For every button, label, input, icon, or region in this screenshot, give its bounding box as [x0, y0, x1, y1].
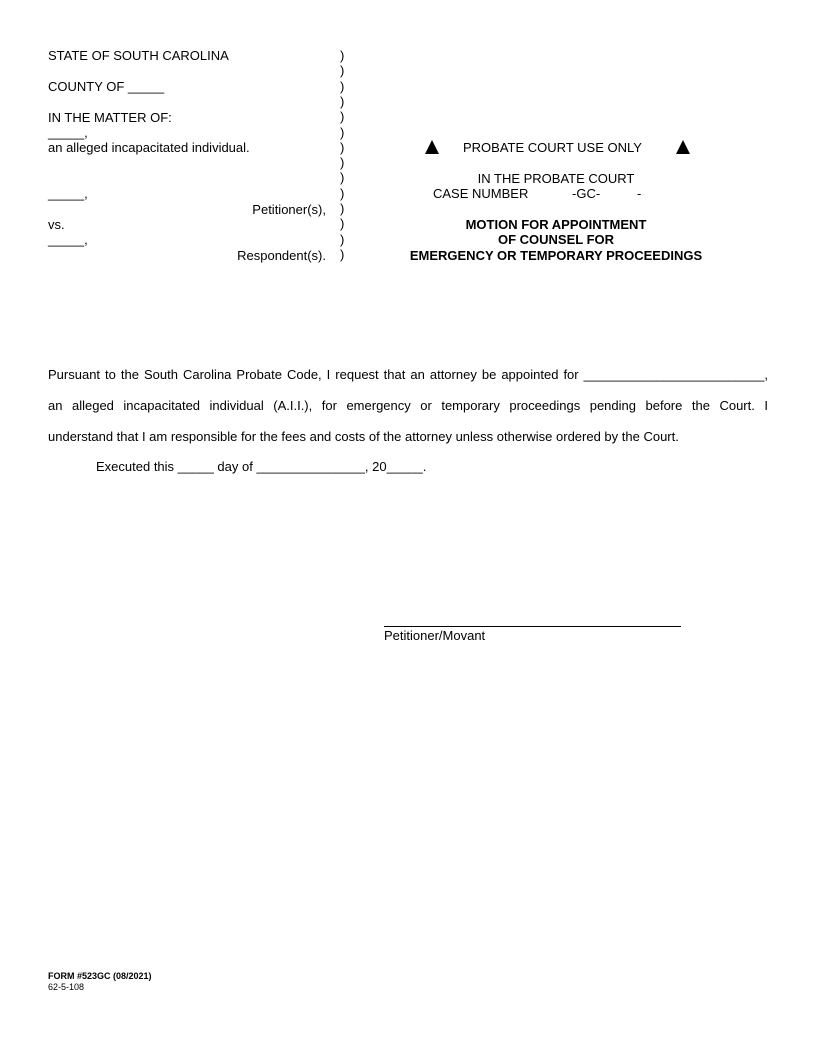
vs-label: vs. — [48, 217, 65, 232]
respondent-name-blank: _____, — [48, 232, 88, 247]
paren: ) — [340, 155, 345, 171]
paren: ) — [340, 201, 345, 216]
paren: ) — [340, 139, 345, 155]
county-label: COUNTY OF _____ — [48, 79, 165, 94]
motion-title-line3: EMERGENCY OR TEMPORARY PROCEEDINGS — [409, 248, 703, 263]
case-number-code: -GC- — [572, 186, 601, 201]
state-label: STATE OF SOUTH CAROLINA — [48, 48, 229, 63]
body-line-2: an alleged incapacitated individual (A.I.I.), for emergency or temporary proceedings pending before the Court. I — [48, 398, 768, 413]
paren: ) — [340, 185, 345, 201]
paren: ) — [340, 93, 345, 109]
signature-label: Petitioner/Movant — [384, 628, 486, 643]
petitioner-name-blank: _____, — [48, 186, 88, 201]
motion-title-line2: OF COUNSEL FOR — [497, 232, 615, 247]
case-number-dash: - — [637, 186, 642, 201]
paren: ) — [340, 124, 345, 140]
case-number-label: CASE NUMBER — [433, 186, 529, 201]
paren: ) — [340, 231, 345, 247]
respondent-label: Respondent(s). — [237, 248, 326, 263]
paren: ) — [340, 63, 345, 79]
signature-line — [384, 626, 681, 627]
paren: ) — [340, 246, 345, 262]
matter-label: IN THE MATTER OF: — [48, 110, 172, 125]
aii-description: an alleged incapacitated individual. — [48, 140, 250, 155]
petitioner-label: Petitioner(s), — [252, 202, 326, 217]
paren: ) — [340, 109, 345, 125]
triangle-up-icon-right — [676, 140, 690, 156]
statute-reference: 62-5-108 — [48, 982, 85, 992]
paren: ) — [340, 78, 345, 94]
executed-line: Executed this _____ day of _______________, 20_____. — [96, 459, 427, 474]
court-name: IN THE PROBATE COURT — [477, 171, 635, 186]
motion-title-line1: MOTION FOR APPOINTMENT — [465, 217, 647, 232]
form-number: FORM #523GC (08/2021) — [48, 971, 152, 981]
paren: ) — [340, 170, 345, 186]
aii-name-blank: _____, — [48, 125, 88, 140]
paren: ) — [340, 216, 345, 232]
body-line-1: Pursuant to the South Carolina Probate Code, I request that an attorney be appointed for _________________________, — [48, 367, 768, 382]
body-line-3: understand that I am responsible for the fees and costs of the attorney unless otherwise ordered by the Court. — [48, 429, 679, 444]
triangle-up-icon-left — [425, 140, 439, 156]
court-use-only-label: PROBATE COURT USE ONLY — [463, 140, 642, 155]
paren: ) — [340, 48, 345, 63]
